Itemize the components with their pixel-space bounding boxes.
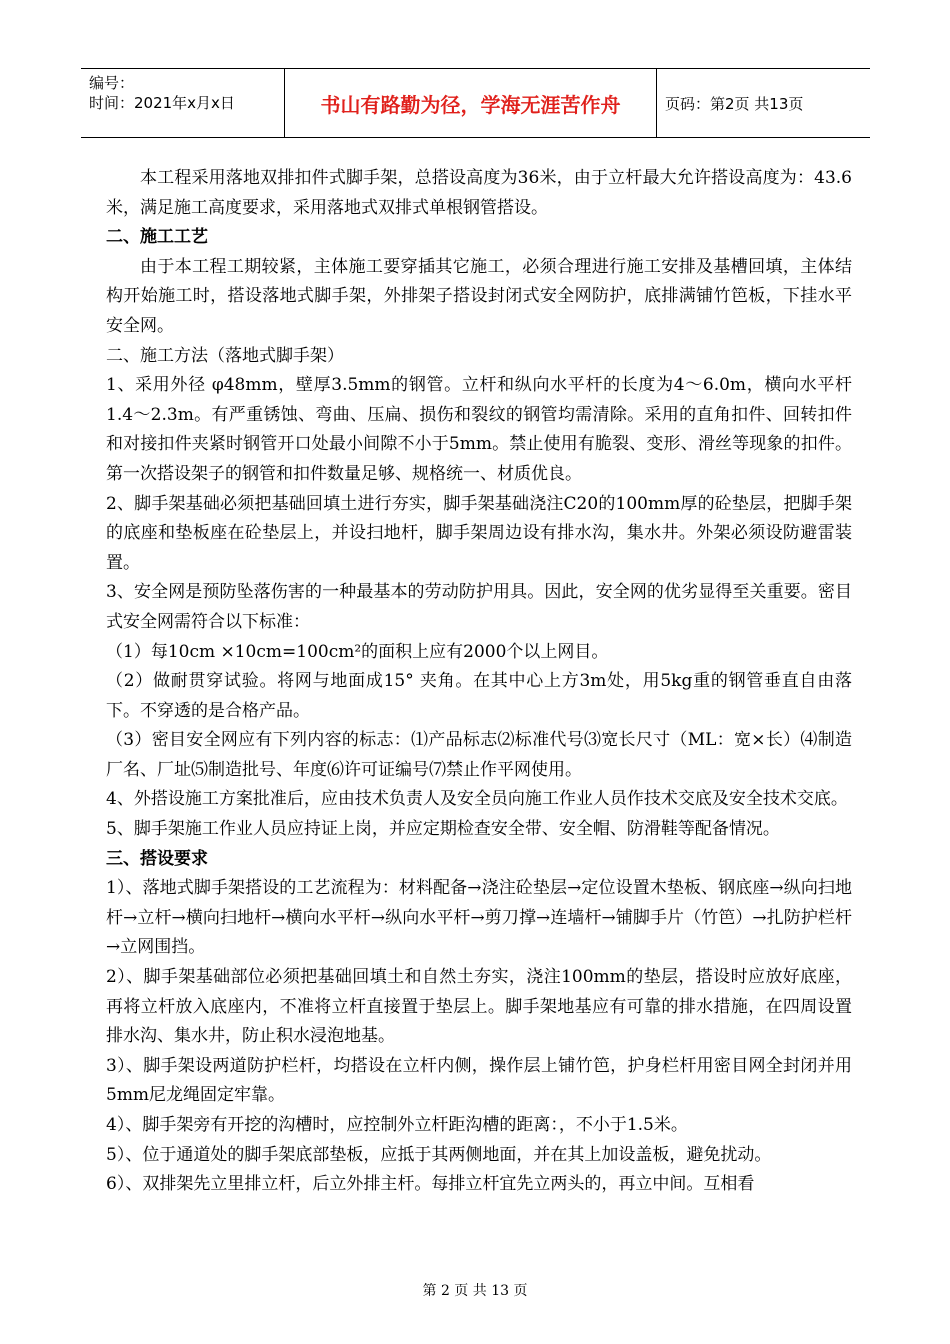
method-item-4: 4、外搭设施工方案批准后，应由技术负责人及安全员向施工作业人员作技术交底及安全技术交底。	[106, 789, 848, 810]
requirement-item-5: 5）、位于通道处的脚手架底部垫板，应抵于其两侧地面，并在其上加设盖板，避免扰动。	[106, 1144, 772, 1165]
requirement-item-6: 6）、双排架先立里排立杆，后立外排主杆。每排立杆宜先立两头的，再立中间。互相看	[106, 1174, 755, 1195]
document-time-label: 时间：2021年x月x日	[89, 94, 235, 112]
document-number-label: 编号：	[89, 74, 135, 92]
requirement-item-2: 2）、脚手架基础部位必须把基础回填土和自然土夯实，浇注100mm的垫层，搭设时应放好底座，再将立杆放入底座内，不准将立杆直接置于垫层上。脚手架地基应有可靠的排水措施，在四周设置排水沟、集水井，防止积水浸泡地基。	[106, 967, 852, 1047]
requirement-item-1: 1）、落地式脚手架搭设的工艺流程为：材料配备→浇注砼垫层→定位设置木垫板、钢底座→纵向扫地杆→立杆→横向扫地杆→横向水平杆→纵向水平杆→剪刀撑→连墙杆→铺脚手片（竹笆）→扎防护栏杆→立网围挡。	[106, 878, 852, 958]
intro-paragraph: 本工程采用落地双排扣件式脚手架，总搭设高度为36米，由于立杆最大允许搭设高度为：43.6米，满足施工高度要求，采用落地式双排式单根钢管搭设。	[106, 168, 852, 218]
construction-process-paragraph: 由于本工程工期较紧，主体施工要穿插其它施工，必须合理进行施工安排及基槽回填，主体结构开始施工时，搭设落地式脚手架，外排架子搭设封闭式安全网防护，底排满铺竹笆板，下挂水平安全网。	[106, 256, 852, 336]
method-item-3-3: （3）密目安全网应有下列内容的标志：⑴产品标志⑵标准代号⑶宽长尺寸（ML：宽×长）⑷制造厂名、厂址⑸制造批号、年度⑹许可证编号⑺禁止作平网使用。	[106, 730, 852, 780]
requirement-item-4: 4）、脚手架旁有开挖的沟槽时，应控制外立杆距沟槽的距离：，不小于1.5米。	[106, 1115, 688, 1135]
method-item-3: 3、安全网是预防坠落伤害的一种最基本的劳动防护用具。因此，安全网的优劣显得至关重要。密目式安全网需符合以下标准：	[106, 582, 852, 632]
section-heading-construction-process: 二、施工工艺	[106, 227, 208, 248]
page-footer: 第 2 页 共 13 页	[422, 1283, 528, 1299]
document-body	[106, 164, 852, 1200]
requirement-item-3: 3）、脚手架设两道防护栏杆，均搭设在立杆内侧，操作层上铺竹笆，护身栏杆用密目网全封闭并用5mm尼龙绳固定牢靠。	[106, 1055, 852, 1106]
header-page-label: 页码：第2页 共13页	[665, 94, 804, 113]
method-item-5: 5、脚手架施工作业人员应持证上岗，并应定期检查安全带、安全帽、防滑鞋等配备情况。	[106, 819, 780, 840]
method-item-1: 1、采用外径 φ48mm，壁厚3.5mm的钢管。立杆和纵向水平杆的长度为4～6.0m，横向水平杆1.4～2.3m。有严重锈蚀、弯曲、压扁、损伤和裂纹的钢管均需清除。采用的直角扣件、回转扣件和对接扣件夹紧时钢管开口处最小间隙不小于5mm。禁止使用有脆裂、变形、滑丝等现象的扣件。第一次搭设架子的钢管和扣件数量足够、规格统一、材质优良。	[106, 375, 852, 484]
method-item-3-2: （2）做耐贯穿试验。将网与地面成15° 夹角。在其中心上方3m处，用5kg重的钢管垂直自由落下。不穿透的是合格产品。	[106, 671, 852, 721]
section-heading-erection-requirements: 三、搭设要求	[106, 848, 208, 869]
section-heading-construction-method: 二、施工方法（落地式脚手架）	[106, 345, 344, 366]
page-header	[81, 68, 870, 138]
method-item-2: 2、脚手架基础必须把基础回填土进行夯实，脚手架基础浇注C20的100mm厚的砼垫层，把脚手架的底座和垫板座在砼垫层上，并设扫地杆，脚手架周边设有排水沟，集水井。外架必须设防避雷装置。	[106, 493, 852, 573]
method-item-3-1: （1）每10cm ×10cm=100cm²的面积上应有2000个以上网目。	[106, 641, 609, 662]
header-motto: 书山有路勤为径，学海无涯苦作舟	[285, 69, 657, 137]
header-info	[81, 69, 285, 137]
